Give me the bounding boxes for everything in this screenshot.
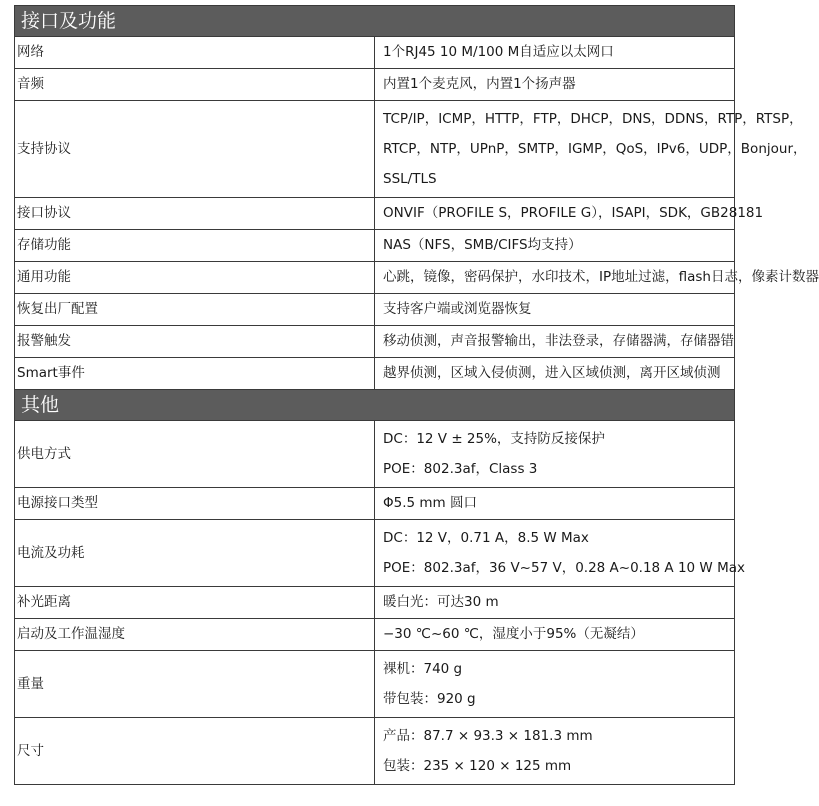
spec-value-line: 支持客户端或浏览器恢复 [383,301,532,317]
spec-row [15,262,735,294]
spec-row [15,619,735,651]
spec-label: 通用功能 [15,262,375,294]
spec-value-line: 内置1个麦克风，内置1个扬声器 [383,76,576,92]
spec-label: Smart事件 [15,358,375,390]
spec-value-line: 暖白光：可达30 m [383,594,499,610]
spec-value-line: TCP/IP，ICMP，HTTP，FTP，DHCP，DNS，DDNS，RTP，RTSP， [383,111,803,127]
spec-value-line: 移动侦测，声音报警输出，非法登录，存储器满，存储器错 [383,333,734,349]
spec-value [375,37,735,69]
spec-value [375,230,735,262]
spec-value [375,69,735,101]
spec-row [15,520,735,587]
spec-value [375,198,764,230]
spec-value-line: SSL/TLS [383,171,437,187]
spec-row [15,326,735,358]
spec-label: 电流及功耗 [15,520,375,587]
spec-label: 报警触发 [15,326,375,358]
spec-label: 尺寸 [15,718,375,785]
spec-value-line: ONVIF（PROFILE S，PROFILE G），ISAPI，SDK，GB28181 [383,205,764,221]
spec-value-line: 产品：87.7 × 93.3 × 181.3 mm [383,728,593,744]
spec-value-line: RTCP，NTP，UPnP，SMTP，IGMP，QoS，IPv6，UDP，Bonjour， [383,141,807,157]
spec-value-line: NAS（NFS，SMB/CIFS均支持） [383,237,582,253]
spec-value-line: 包装：235 × 120 × 125 mm [383,758,572,774]
spec-row [15,488,735,520]
spec-value-line: 越界侦测，区域入侵侦测，进入区域侦测，离开区域侦测 [383,365,721,381]
spec-label: 存储功能 [15,230,375,262]
spec-row [15,69,735,101]
spec-label: 补光距离 [15,587,375,619]
spec-row [15,101,735,198]
spec-label: 电源接口类型 [15,488,375,520]
spec-value [375,718,735,785]
spec-value [375,262,819,294]
spec-label: 恢复出厂配置 [15,294,375,326]
spec-value-line: 带包装：920 g [383,691,476,707]
spec-row [15,294,735,326]
spec-value-line: POE：802.3af，Class 3 [383,461,538,477]
spec-label: 网络 [15,37,375,69]
spec-value [375,520,745,587]
spec-value-line: POE：802.3af，36 V~57 V，0.28 A~0.18 A 10 W Max [383,560,745,576]
spec-label: 接口协议 [15,198,375,230]
spec-value-line: 1个RJ45 10 M/100 M自适应以太网口 [383,44,614,60]
spec-value [375,619,735,651]
spec-row [15,358,735,390]
spec-label: 音频 [15,69,375,101]
spec-value [375,421,735,488]
spec-value [375,101,807,198]
spec-row [15,37,735,69]
spec-value-line: DC：12 V ± 25%，支持防反接保护 [383,431,605,447]
spec-label: 重量 [15,651,375,718]
spec-value [375,651,735,718]
spec-row [15,230,735,262]
spec-table [14,5,819,785]
spec-value-line: 心跳，镜像，密码保护，水印技术，IP地址过滤，flash日志，像素计数器 [383,269,819,285]
spec-label: 启动及工作温湿度 [15,619,375,651]
section-header [15,390,735,421]
spec-sheet [14,5,819,785]
spec-label: 支持协议 [15,101,375,198]
spec-row [15,587,735,619]
section-title: 其他 [15,390,735,421]
section-title: 接口及功能 [15,6,735,37]
spec-value [375,294,735,326]
spec-value [375,326,735,358]
spec-value-line: 裸机：740 g [383,661,463,677]
spec-label: 供电方式 [15,421,375,488]
section-header [15,6,735,37]
spec-value [375,358,735,390]
spec-row [15,421,735,488]
spec-row [15,198,735,230]
spec-value-line: −30 ℃~60 ℃，湿度小于95%（无凝结） [383,626,644,642]
spec-row [15,651,735,718]
spec-value [375,587,735,619]
spec-value-line: DC：12 V，0.71 A，8.5 W Max [383,530,589,546]
spec-value [375,488,735,520]
spec-row [15,718,735,785]
spec-value-line: Φ5.5 mm 圆口 [383,495,477,511]
